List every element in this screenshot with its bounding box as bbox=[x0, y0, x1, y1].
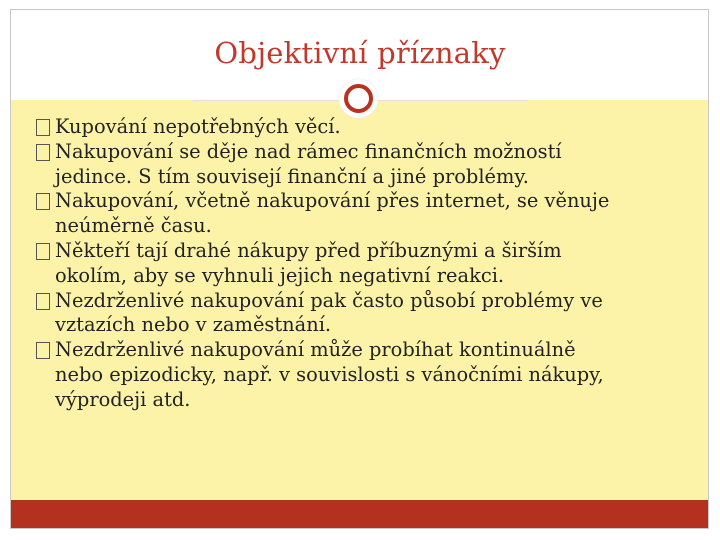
bullet-line: Kupování nepotřebných věcí. bbox=[55, 115, 341, 138]
bullet-item bbox=[35, 140, 695, 190]
bullet-line: okolím, aby se vyhnuli jejich negativní reakci. bbox=[55, 263, 505, 287]
bullet-line: Někteří tají drahé nákupy před příbuznými a širším bbox=[55, 238, 562, 262]
square-bullet-icon bbox=[36, 119, 50, 136]
bullet-line: nebo epizodicky, např. v souvislosti s vánočními nákupy, bbox=[55, 362, 604, 386]
bullet-item bbox=[35, 189, 695, 239]
slide-title: Objektivní příznaky bbox=[214, 36, 506, 70]
square-bullet-icon bbox=[36, 293, 50, 310]
square-bullet-icon bbox=[36, 243, 50, 260]
bullet-line: jedince. S tím souvisejí finanční a jiné problémy. bbox=[55, 164, 529, 188]
square-bullet-icon bbox=[36, 342, 50, 359]
bullet-item bbox=[35, 338, 695, 412]
bullet-line: výprodeji atd. bbox=[55, 387, 191, 411]
bullet-line: Nezdrženlivé nakupování může probíhat kontinuálně bbox=[55, 338, 576, 362]
square-bullet-icon bbox=[36, 193, 50, 210]
bullet-line: Nakupování se děje nad rámec finančních možností bbox=[55, 139, 562, 163]
bullet-item bbox=[35, 239, 695, 289]
square-bullet-icon bbox=[36, 144, 50, 161]
bullet-item bbox=[35, 115, 695, 140]
bullet-list bbox=[35, 115, 695, 413]
bullet-line: neúměrně času. bbox=[55, 214, 212, 238]
bullet-line: Nezdrženlivé nakupování pak často působí problémy ve bbox=[55, 288, 603, 312]
bullet-line: Nakupování, včetně nakupování přes internet, se věnuje bbox=[55, 189, 610, 213]
bullet-item bbox=[35, 289, 695, 339]
bullet-line: vztazích nebo v zaměstnání. bbox=[55, 313, 332, 337]
ring-icon bbox=[339, 79, 378, 118]
